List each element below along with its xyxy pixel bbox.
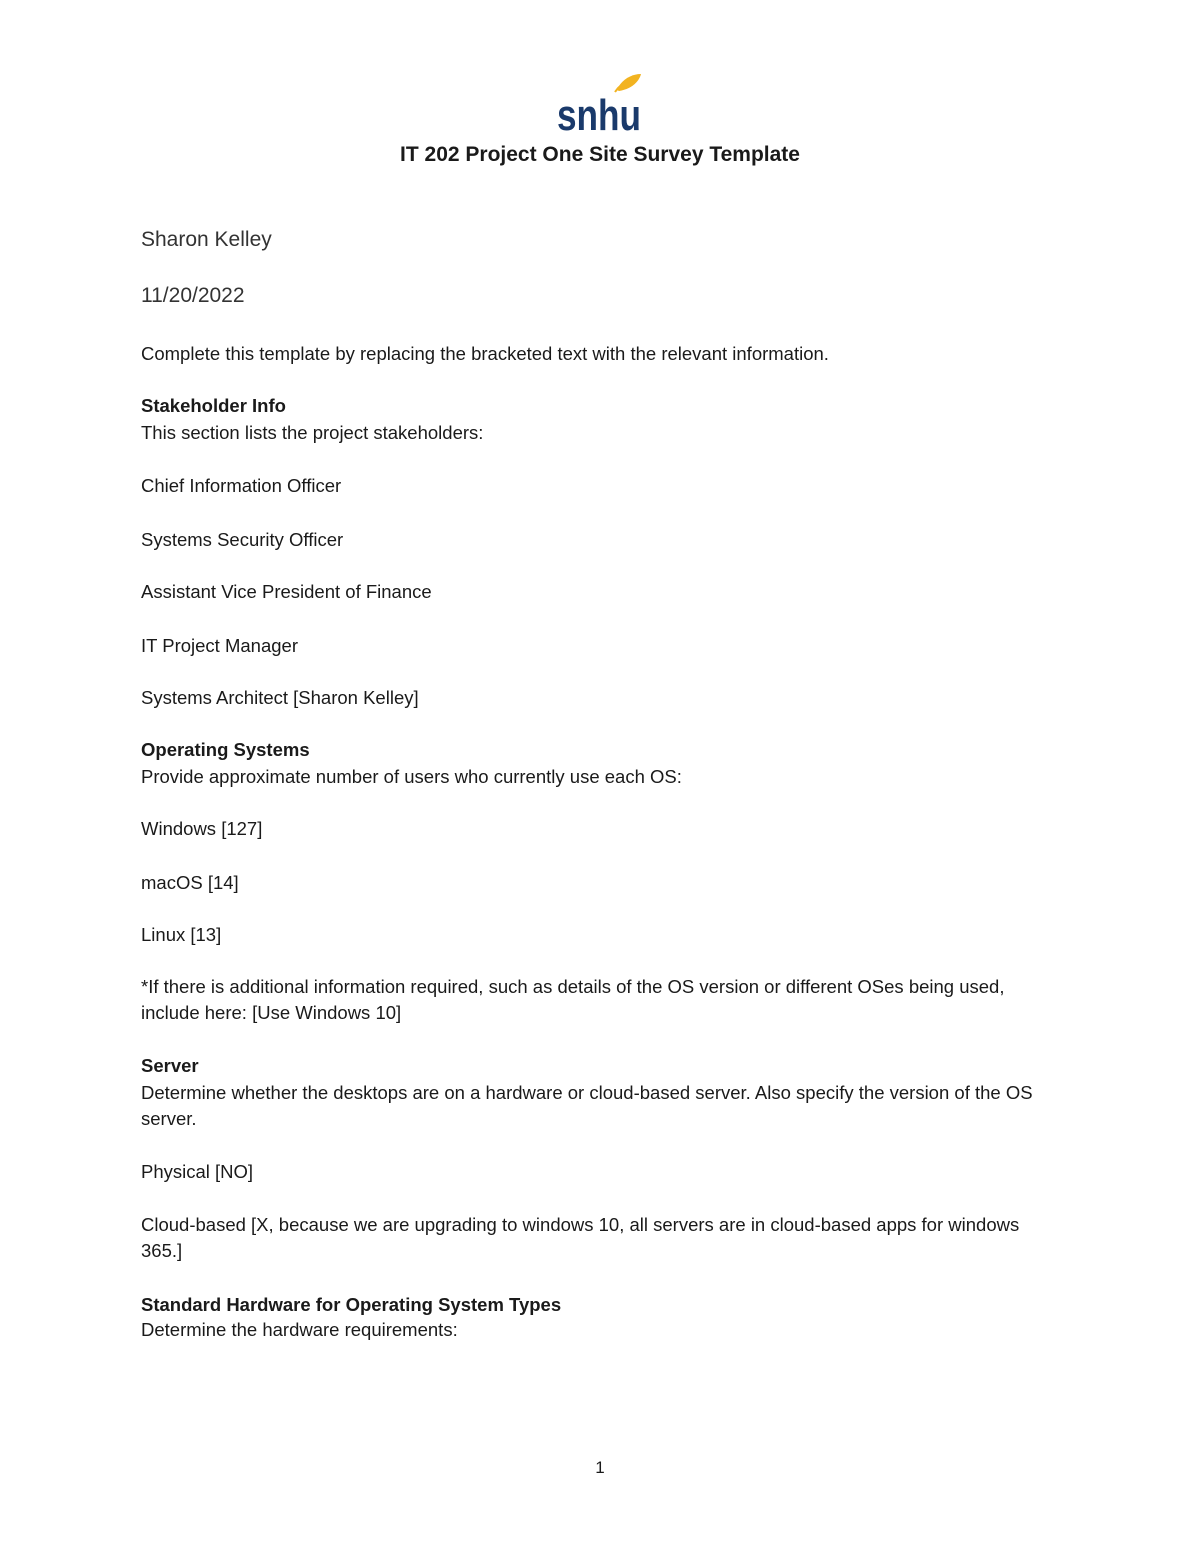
hardware-heading: Standard Hardware for Operating System Types	[141, 1294, 562, 1315]
os-note: *If there is additional information required, such as details of the OS version or different OSes being used, include here: [Use Windows 10]	[141, 976, 1005, 1023]
os-heading: Operating Systems	[141, 739, 310, 760]
stakeholder-item: Chief Information Officer	[141, 475, 342, 496]
server-cloud: Cloud-based [X, because we are upgrading to windows 10, all servers are in cloud-based apps for windows 365.]	[141, 1214, 1020, 1261]
stakeholder-item: IT Project Manager	[141, 635, 298, 656]
author-name: Sharon Kelley	[141, 228, 272, 251]
stakeholder-heading: Stakeholder Info	[141, 395, 286, 416]
os-item: Windows [127]	[141, 818, 263, 839]
stakeholder-intro: This section lists the project stakeholders:	[141, 422, 484, 443]
server-intro: Determine whether the desktops are on a hardware or cloud-based server. Also specify the version of the OS server.	[141, 1082, 1033, 1129]
stakeholder-item: Systems Architect [Sharon Kelley]	[141, 687, 419, 708]
instructions: Complete this template by replacing the bracketed text with the relevant information.	[141, 343, 829, 364]
os-item: macOS [14]	[141, 872, 239, 893]
page-number: 1	[595, 1458, 605, 1477]
hardware-intro: Determine the hardware requirements:	[141, 1319, 458, 1340]
os-intro: Provide approximate number of users who currently use each OS:	[141, 766, 682, 787]
stakeholder-item: Assistant Vice President of Finance	[141, 581, 432, 602]
snhu-logo	[555, 72, 645, 140]
document-date: 11/20/2022	[141, 284, 245, 307]
logo-wordmark: snhu	[557, 91, 641, 140]
os-item: Linux [13]	[141, 924, 222, 945]
document-title: IT 202 Project One Site Survey Template	[400, 143, 800, 166]
stakeholder-item: Systems Security Officer	[141, 529, 344, 550]
server-heading: Server	[141, 1055, 199, 1076]
server-physical: Physical [NO]	[141, 1161, 254, 1182]
